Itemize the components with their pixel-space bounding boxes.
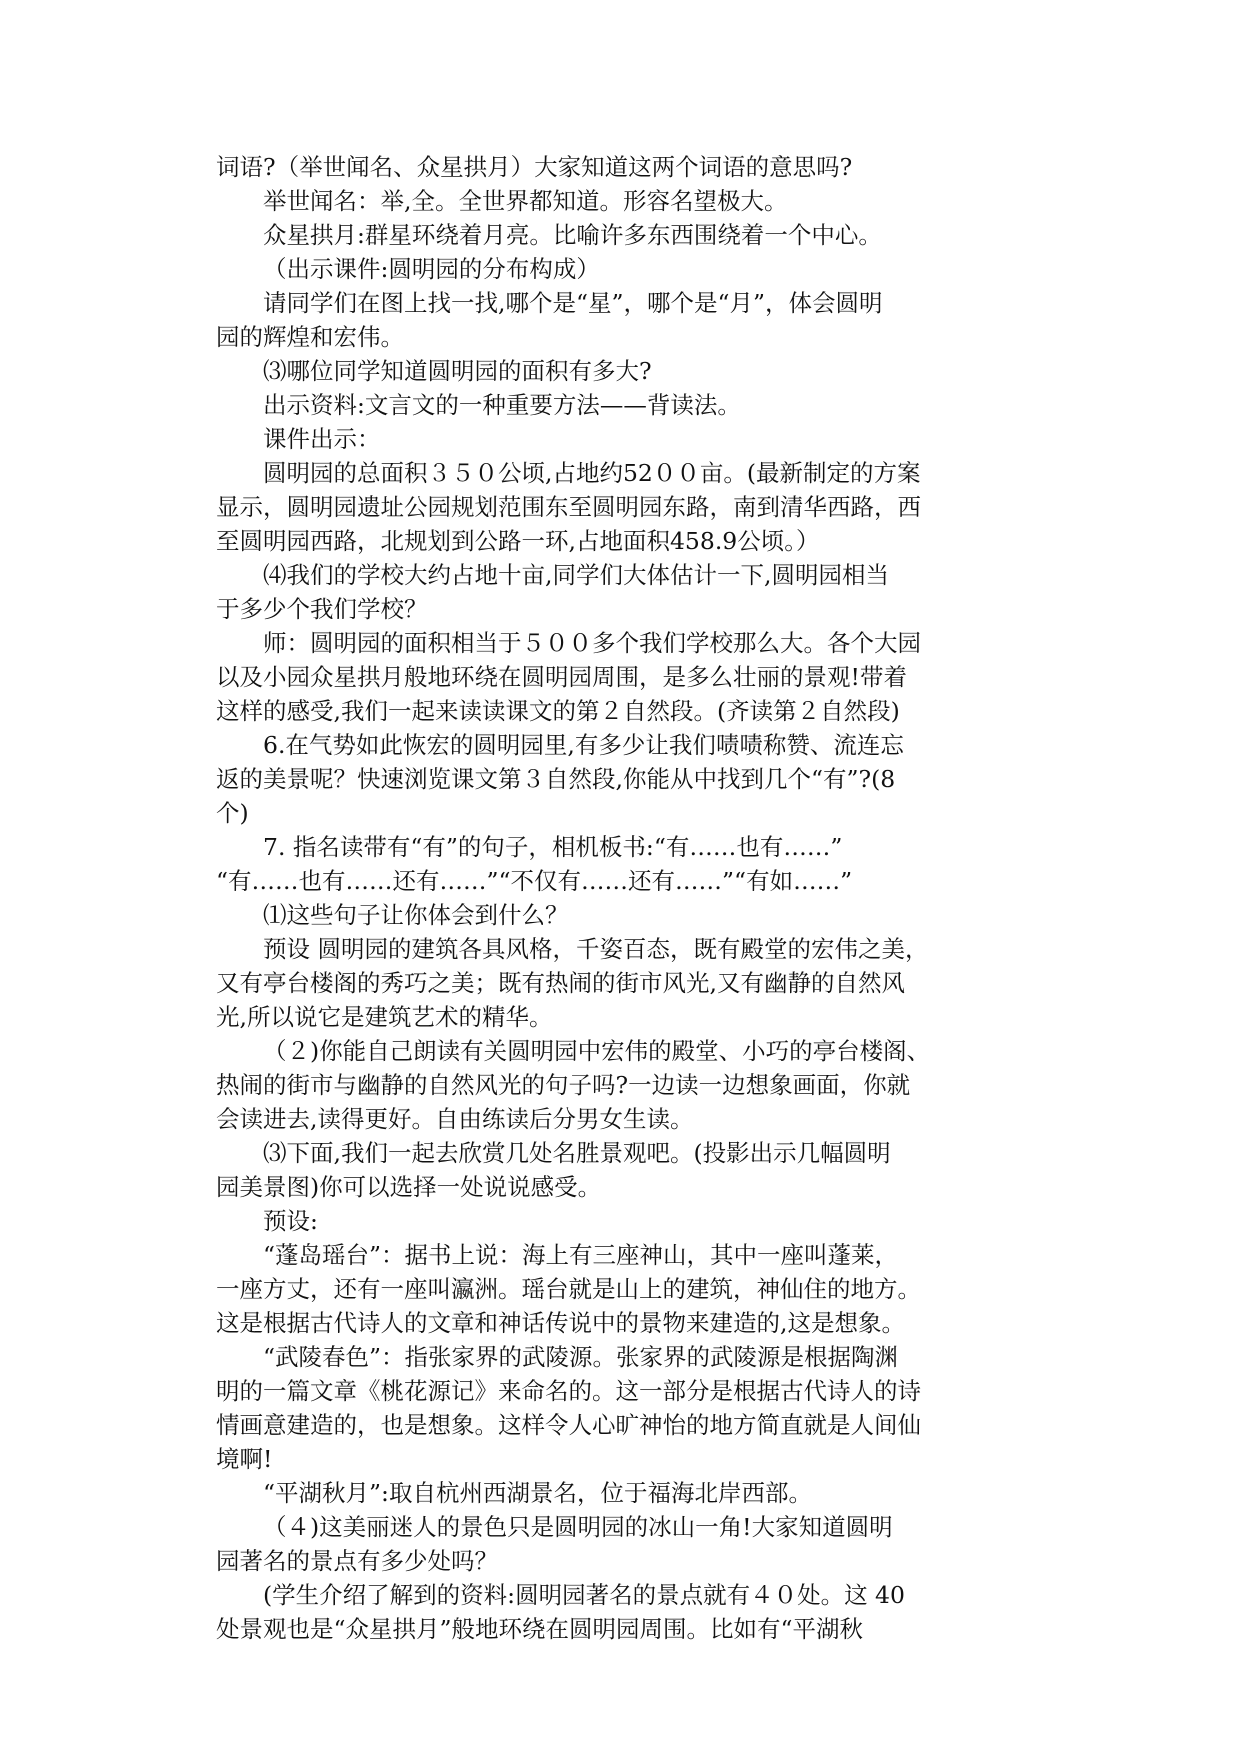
text-line: 课件出示： bbox=[263, 425, 381, 453]
text-line: “武陵春色”：指张家界的武陵源。张家界的武陵源是根据陶渊 bbox=[263, 1343, 899, 1371]
text-line: 一座方丈，还有一座叫瀛洲。瑶台就是山上的建筑，神仙住的地方。 bbox=[216, 1275, 921, 1303]
text-line: 师：圆明园的面积相当于５００多个我们学校那么大。各个大园 bbox=[263, 629, 921, 657]
text-line: （４)这美丽迷人的景色只是圆明园的冰山一角!大家知道圆明 bbox=[263, 1513, 893, 1541]
text-line: 6.在气势如此恢宏的圆明园里,有多少让我们啧啧称赞、流连忘 bbox=[263, 731, 904, 759]
text-line: 园著名的景点有多少处吗？ bbox=[216, 1547, 498, 1575]
text-line: (学生介绍了解到的资料:圆明园著名的景点就有４０处。这 40 bbox=[263, 1581, 905, 1609]
text-line: 举世闻名：举,全。全世界都知道。形容名望极大。 bbox=[263, 187, 788, 215]
text-line: 园的辉煌和宏伟。 bbox=[216, 323, 404, 351]
text-line: 众星拱月:群星环绕着月亮。比喻许多东西围绕着一个中心。 bbox=[263, 221, 882, 249]
text-line: 光,所以说它是建筑艺术的精华。 bbox=[216, 1003, 553, 1031]
text-line: 于多少个我们学校？ bbox=[216, 595, 428, 623]
text-line: 预设: bbox=[263, 1207, 318, 1235]
text-line: （２)你能自己朗读有关圆明园中宏伟的殿堂、小巧的亭台楼阁、 bbox=[263, 1037, 931, 1065]
text-line: 出示资料:文言文的一种重要方法——背读法。 bbox=[263, 391, 741, 419]
text-line: 又有亭台楼阁的秀巧之美；既有热闹的街市风光,又有幽静的自然风 bbox=[216, 969, 905, 997]
text-line: 境啊! bbox=[216, 1445, 273, 1473]
text-line: 7. 指名读带有“有”的句子，相机板书:“有……也有……” bbox=[263, 833, 843, 861]
text-line: 返的美景呢？快速浏览课文第３自然段,你能从中找到几个“有”?(8 bbox=[216, 765, 896, 793]
text-line: “蓬岛瑶台”：据书上说：海上有三座神山，其中一座叫蓬莱， bbox=[263, 1241, 899, 1269]
text-line: ⑴这些句子让你体会到什么？ bbox=[263, 901, 569, 929]
text-line: 以及小园众星拱月般地环绕在圆明园周围，是多么壮丽的景观!带着 bbox=[216, 663, 907, 691]
text-line: ⑶下面,我们一起去欣赏几处名胜景观吧。(投影出示几幅圆明 bbox=[263, 1139, 891, 1167]
text-line: ⑶哪位同学知道圆明园的面积有多大? bbox=[263, 357, 652, 385]
text-line: ⑷我们的学校大约占地十亩,同学们大体估计一下,圆明园相当 bbox=[263, 561, 889, 589]
text-line: 会读进去,读得更好。自由练读后分男女生读。 bbox=[216, 1105, 694, 1133]
text-line: 这样的感受,我们一起来读读课文的第２自然段。(齐读第２自然段) bbox=[216, 697, 900, 725]
text-line: 个) bbox=[216, 799, 249, 827]
text-line: 显示，圆明园遗址公园规划范围东至圆明园东路，南到清华西路，西 bbox=[216, 493, 921, 521]
text-line: 这是根据古代诗人的文章和神话传说中的景物来建造的,这是想象。 bbox=[216, 1309, 905, 1337]
document-page bbox=[216, 150, 976, 1646]
text-line: 圆明园的总面积３５０公顷,占地约52００亩。(最新制定的方案 bbox=[263, 459, 921, 487]
text-line: 请同学们在图上找一找,哪个是“星”，哪个是“月”，体会圆明 bbox=[263, 289, 883, 317]
text-line: 热闹的街市与幽静的自然风光的句子吗?一边读一边想象画面，你就 bbox=[216, 1071, 911, 1099]
text-line: （出示课件:圆明园的分布构成） bbox=[263, 255, 600, 283]
text-line: 明的一篇文章《桃花源记》来命名的。这一部分是根据古代诗人的诗 bbox=[216, 1377, 921, 1405]
text-line: “有……也有……还有……”“不仅有……还有……”“有如……” bbox=[216, 867, 853, 895]
text-line: “平湖秋月”:取自杭州西湖景名，位于福海北岸西部。 bbox=[263, 1479, 812, 1507]
text-line: 词语?（举世闻名、众星拱月）大家知道这两个词语的意思吗? bbox=[216, 153, 853, 181]
text-line: 园美景图)你可以选择一处说说感受。 bbox=[216, 1173, 602, 1201]
text-line: 至圆明园西路，北规划到公路一环,占地面积458.9公顷。） bbox=[216, 527, 820, 555]
text-line: 处景观也是“众星拱月”般地环绕在圆明园周围。比如有“平湖秋 bbox=[216, 1615, 864, 1643]
text-line: 预设 圆明园的建筑各具风格，千姿百态，既有殿堂的宏伟之美， bbox=[263, 935, 929, 963]
text-line: 情画意建造的，也是想象。这样令人心旷神怡的地方简直就是人间仙 bbox=[216, 1411, 921, 1439]
